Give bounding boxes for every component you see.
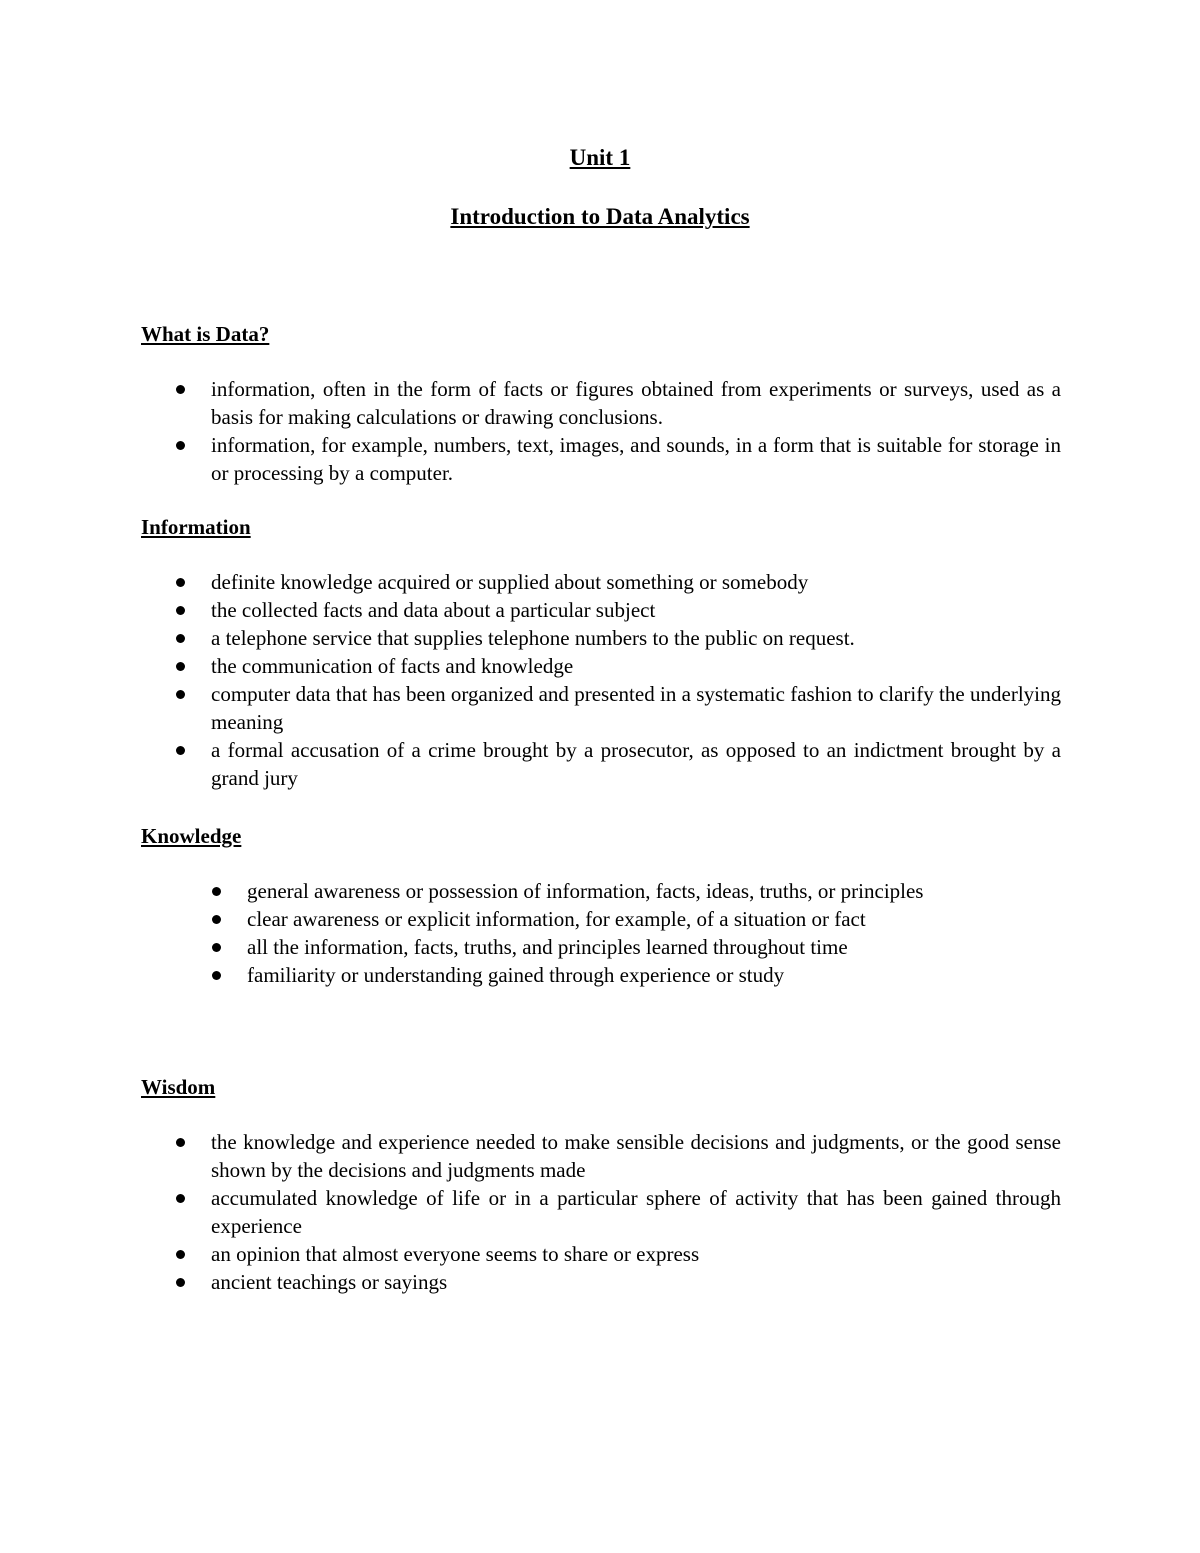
section-data — [141, 320, 1061, 487]
list-item-text: a formal accusation of a crime brought by a prosecutor, as opposed to an indictment brought by a grand jury — [211, 738, 1061, 790]
list-item — [141, 431, 1061, 487]
list-item — [141, 680, 1061, 736]
bullet-icon — [176, 1278, 185, 1287]
section-wisdom — [141, 1073, 1061, 1296]
list-item-text: an opinion that almost everyone seems to share or express — [211, 1242, 700, 1266]
bullet-icon — [176, 1194, 185, 1203]
list-item-text: familiarity or understanding gained through experience or study — [247, 963, 785, 987]
section-heading-information: Information — [141, 515, 251, 539]
bullet-icon — [176, 385, 185, 394]
list-item — [141, 905, 1061, 933]
section-information — [141, 513, 1061, 792]
bullet-icon — [176, 578, 185, 587]
page-title: Introduction to Data Analytics — [450, 204, 750, 229]
list-item-text: information, for example, numbers, text, images, and sounds, in a form that is suitable for storage in or processing by a computer. — [211, 433, 1061, 485]
list-item — [141, 652, 1061, 680]
list-item-text: general awareness or possession of information, facts, ideas, truths, or principles — [247, 879, 924, 903]
bullet-icon — [176, 634, 185, 643]
list-item — [141, 736, 1061, 792]
list-item — [141, 624, 1061, 652]
bullet-list-knowledge — [141, 877, 1061, 989]
bullet-icon — [176, 441, 185, 450]
list-item — [141, 877, 1061, 905]
bullet-icon — [176, 662, 185, 671]
list-item — [141, 596, 1061, 624]
list-item-text: all the information, facts, truths, and principles learned throughout time — [247, 935, 848, 959]
bullet-icon — [212, 887, 221, 896]
list-item-text: clear awareness or explicit information, for example, of a situation or fact — [247, 907, 866, 931]
list-item — [141, 961, 1061, 989]
section-knowledge — [141, 822, 1061, 989]
bullet-list-wisdom — [141, 1128, 1061, 1296]
section-heading-data: What is Data? — [141, 322, 270, 346]
list-item-text: the communication of facts and knowledge — [211, 654, 574, 678]
section-heading-knowledge: Knowledge — [141, 824, 242, 848]
list-item — [141, 375, 1061, 431]
list-item-text: definite knowledge acquired or supplied about something or somebody — [211, 570, 809, 594]
bullet-list-data — [141, 375, 1061, 487]
section-heading-wisdom: Wisdom — [141, 1075, 216, 1099]
bullet-icon — [176, 690, 185, 699]
bullet-icon — [176, 1250, 185, 1259]
unit-title: Unit 1 — [569, 145, 631, 170]
list-item-text: computer data that has been organized and presented in a systematic fashion to clarify the underlying meaning — [211, 682, 1061, 734]
bullet-icon — [176, 746, 185, 755]
list-item — [141, 1240, 1061, 1268]
list-item-text: accumulated knowledge of life or in a particular sphere of activity that has been gained through experience — [211, 1186, 1061, 1238]
bullet-icon — [176, 1138, 185, 1147]
list-item-text: the collected facts and data about a particular subject — [211, 598, 656, 622]
bullet-list-information — [141, 568, 1061, 792]
list-item-text: ancient teachings or sayings — [211, 1270, 448, 1294]
list-item-text: the knowledge and experience needed to make sensible decisions and judgments, or the good sense shown by the decisions and judgments made — [211, 1130, 1061, 1182]
list-item-text: information, often in the form of facts or figures obtained from experiments or surveys, used as a basis for making calculations or drawing conclusions. — [211, 377, 1061, 429]
bullet-icon — [212, 943, 221, 952]
list-item — [141, 568, 1061, 596]
bullet-icon — [212, 971, 221, 980]
list-item — [141, 933, 1061, 961]
bullet-icon — [176, 606, 185, 615]
list-item — [141, 1128, 1061, 1184]
list-item — [141, 1268, 1061, 1296]
list-item-text: a telephone service that supplies telephone numbers to the public on request. — [211, 626, 855, 650]
list-item — [141, 1184, 1061, 1240]
bullet-icon — [212, 915, 221, 924]
